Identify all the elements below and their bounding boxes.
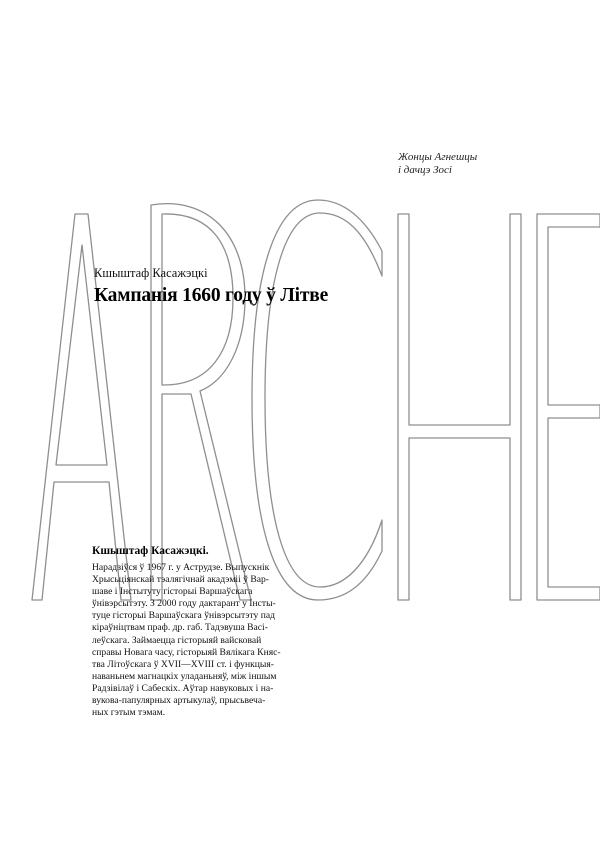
bio-line: Хрысьціянскай тэалягічнай акадэміі ў Вар-: [92, 574, 269, 586]
article-title: Кампанія 1660 году ў Літве: [94, 285, 329, 306]
watermark-letter-e: [537, 214, 600, 600]
dedication-line-2: і дачцэ Зосі: [398, 164, 452, 176]
bio-line: леўскага. Займаецца гісторыяй вайсковай: [92, 634, 262, 646]
bio-line: тва Літоўскага ў XVII—XVIII ст. і функцыя-: [92, 658, 274, 670]
bio-line: шаве і Інстытуту гісторыі Варшаўскага: [92, 586, 253, 598]
bio-line: туце гісторыі Варшаўскага ўнівэрсытэту пад: [92, 610, 276, 622]
watermark-letter-c: [252, 200, 382, 600]
bio-line: справы Новага часу, гісторыяй Вялікага Княс-: [92, 646, 281, 658]
dedication-line-1: Жонцы Агнешцы: [398, 151, 478, 163]
author-bio: [92, 562, 288, 719]
watermark-letter-r: [151, 204, 251, 600]
bio-line: Радзівілаў і Сабескіх. Аўтар навуковых і на-: [92, 682, 274, 694]
watermark-letter-h: [398, 214, 521, 600]
article-author: Кшыштаф Касажэцкі: [94, 266, 208, 280]
bio-line: наваньнем магнацкіх уладаньняў, між іншым: [92, 670, 277, 682]
bio-line: ных гэтым тэмам.: [92, 707, 166, 719]
bio-line: кіраўніцтвам праф. др. габ. Тадэвуша Васі-: [92, 622, 268, 634]
bio-line: вукова-папулярных артыкулаў, прысьвеча-: [92, 695, 266, 707]
bio-author-name: Кшыштаф Касажэцкі.: [92, 545, 209, 557]
bio-line: ўнівэрсытэту. З 2000 году дактарант у Інсты-: [92, 598, 276, 610]
bio-line: Нарадзіўся ў 1967 г. у Аструдзе. Выпускнік: [92, 562, 270, 573]
